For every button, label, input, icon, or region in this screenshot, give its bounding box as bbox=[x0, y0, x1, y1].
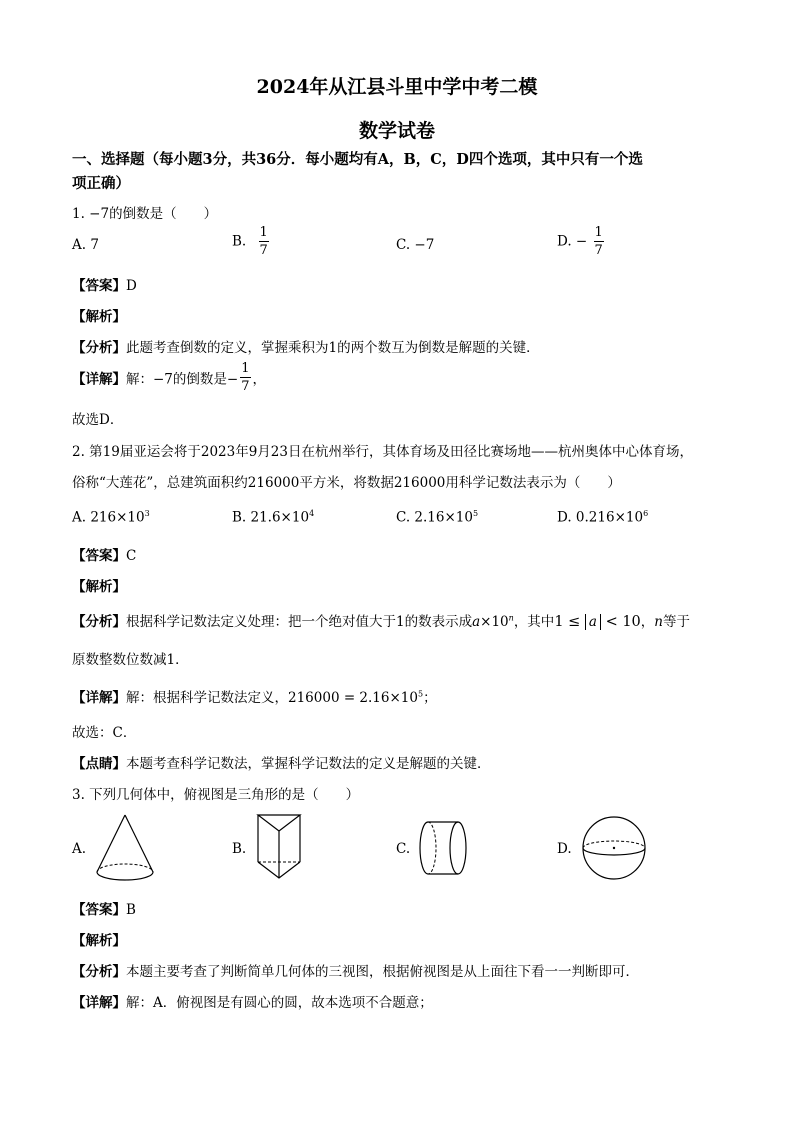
q3-analysis-text: 本题主要考查了判断简单几何体的三视图，根据俯视图是从上面往下看一一判断即可． bbox=[126, 964, 639, 980]
q1-detail-text: 解：−7的倒数是− bbox=[126, 371, 239, 388]
q1-option-c: C. −7 bbox=[396, 237, 435, 253]
q1-option-d-numerator: 1 bbox=[594, 225, 603, 240]
q3-detail-text: 解：A．俯视图是有圆心的圆，故本选项不合题意； bbox=[126, 995, 433, 1011]
q3-answer-tag: 【答案】 bbox=[72, 902, 126, 918]
q2-analysis-abs-a: a bbox=[585, 614, 601, 630]
q2-option-c-text: C. 2.16×10 bbox=[396, 509, 473, 526]
q3-option-b-label: B. bbox=[232, 841, 247, 857]
q2-jiexi-heading: 【解析】 bbox=[72, 579, 126, 595]
q1-stem: 1. −7的倒数是（ ） bbox=[72, 206, 218, 222]
q2-option-b-exponent: 4 bbox=[309, 509, 315, 518]
q1-analysis bbox=[72, 336, 540, 356]
q2-answer-tag: 【答案】 bbox=[72, 548, 126, 564]
q2-option-b-text: B. 21.6×10 bbox=[232, 509, 310, 526]
q3-jiexi-heading: 【解析】 bbox=[72, 933, 126, 949]
q1-option-b bbox=[232, 226, 271, 257]
q2-option-d bbox=[557, 509, 648, 526]
q2-analysis-ineq-right: < 10 bbox=[600, 614, 641, 630]
q2-analysis-text3: ， bbox=[640, 614, 655, 630]
q2-option-d-exponent: 6 bbox=[643, 509, 649, 518]
page-title: 2024年从江县斗里中学中考二模 bbox=[256, 76, 538, 98]
q1-option-d-label: D. − bbox=[557, 233, 588, 250]
q2-analysis-ineq-left: 1 ≤ bbox=[554, 614, 585, 630]
q2-analysis-var-n: n bbox=[508, 613, 514, 623]
q3-option-d-label: D. bbox=[557, 841, 572, 857]
q2-analysis-text4: 等于 bbox=[663, 614, 690, 630]
cylinder-icon bbox=[418, 818, 470, 878]
q2-option-b bbox=[232, 509, 314, 526]
q1-option-b-numerator: 1 bbox=[259, 225, 268, 240]
q1-conclusion: 故选D． bbox=[72, 412, 124, 428]
q2-option-c bbox=[396, 509, 478, 526]
q2-detail bbox=[72, 686, 437, 706]
q2-option-c-exponent: 5 bbox=[472, 509, 479, 518]
q3-detail-tag: 【详解】 bbox=[72, 995, 126, 1011]
q1-option-d-denominator: 7 bbox=[594, 243, 603, 258]
q1-detail-tag: 【详解】 bbox=[72, 371, 126, 388]
q1-option-b-label: B. bbox=[232, 233, 247, 250]
q1-option-b-fraction bbox=[259, 226, 269, 257]
q2-detail-end: ； bbox=[423, 690, 437, 706]
q2-note-text: 本题考查科学记数法，掌握科学记数法的定义是解题的关键． bbox=[126, 756, 491, 772]
q2-detail-tag: 【详解】 bbox=[72, 690, 126, 706]
q2-answer bbox=[72, 544, 136, 564]
q3-answer bbox=[72, 898, 136, 918]
q3-option-a-label: A. bbox=[72, 841, 87, 857]
q1-option-a: A. 7 bbox=[72, 237, 99, 253]
q2-analysis-times: ×10 bbox=[480, 614, 509, 630]
q2-analysis-tag: 【分析】 bbox=[72, 614, 126, 630]
q2-option-a-text: A. 216×10 bbox=[72, 509, 145, 526]
q2-analysis-var-n2: n bbox=[654, 614, 663, 630]
q1-analysis-text: 此题考查倒数的定义，掌握乘积为1的两个数互为倒数是解题的关键． bbox=[126, 340, 540, 356]
q2-option-d-text: D. 0.216×10 bbox=[557, 509, 644, 526]
q1-answer-value: D bbox=[126, 278, 137, 294]
cone-icon bbox=[90, 812, 160, 886]
page-subtitle: 数学试卷 bbox=[358, 120, 435, 142]
q2-stem-line2: 俗称“大莲花”，总建筑面积约216000平方米，将数据216000用科学记数法表示为（ ） bbox=[72, 475, 621, 491]
q1-answer-tag: 【答案】 bbox=[72, 278, 126, 294]
q1-option-d bbox=[557, 226, 606, 257]
q1-detail-denominator: 7 bbox=[241, 379, 250, 394]
q2-analysis bbox=[72, 610, 690, 630]
q1-option-d-fraction bbox=[594, 226, 604, 257]
q2-stem-line1: 2. 第19届亚运会将于2023年9月23日在杭州举行，其体育场及田径比赛场地——杭州奥体中心体育场， bbox=[72, 444, 693, 460]
q2-conclusion: 故选：C． bbox=[72, 725, 137, 741]
q3-stem: 3. 下列几何体中，俯视图是三角形的是（ ） bbox=[72, 787, 360, 803]
q2-analysis-text1: 根据科学记数法定义处理：把一个绝对值大于1的数表示成 bbox=[126, 614, 473, 630]
q3-option-c-label: C. bbox=[396, 841, 411, 857]
q1-detail-fraction bbox=[240, 362, 250, 393]
q2-note bbox=[72, 752, 491, 772]
q2-analysis-line2: 原数整数位数减1． bbox=[72, 652, 189, 668]
q1-answer bbox=[72, 274, 137, 294]
q2-detail-text: 解：根据科学记数法定义，216000 = 2.16×10 bbox=[126, 690, 418, 706]
triangular-prism-icon bbox=[255, 812, 305, 882]
q2-answer-value: C bbox=[126, 548, 137, 564]
q2-option-a bbox=[72, 509, 150, 526]
sphere-icon bbox=[579, 815, 649, 881]
q1-option-b-denominator: 7 bbox=[259, 243, 268, 258]
q2-analysis-var-a: a bbox=[472, 614, 481, 630]
q3-analysis-tag: 【分析】 bbox=[72, 964, 126, 980]
q1-detail-end: ， bbox=[252, 371, 266, 388]
q1-jiexi-heading: 【解析】 bbox=[72, 309, 126, 325]
section-heading-line2: 项正确） bbox=[72, 175, 130, 192]
q1-detail bbox=[72, 362, 266, 393]
q2-note-tag: 【点睛】 bbox=[72, 756, 126, 772]
q3-analysis bbox=[72, 960, 639, 980]
q2-option-a-exponent: 3 bbox=[144, 509, 150, 518]
q1-detail-numerator: 1 bbox=[241, 361, 250, 376]
section-heading-line1: 一、选择题（每小题3分，共36分．每小题均有A，B，C，D四个选项，其中只有一个选 bbox=[72, 151, 643, 168]
q1-analysis-tag: 【分析】 bbox=[72, 340, 126, 356]
q2-detail-exponent: 5 bbox=[417, 689, 424, 699]
q3-answer-value: B bbox=[126, 902, 136, 918]
q2-analysis-text2: ，其中 bbox=[513, 614, 555, 630]
q3-detail bbox=[72, 991, 433, 1011]
